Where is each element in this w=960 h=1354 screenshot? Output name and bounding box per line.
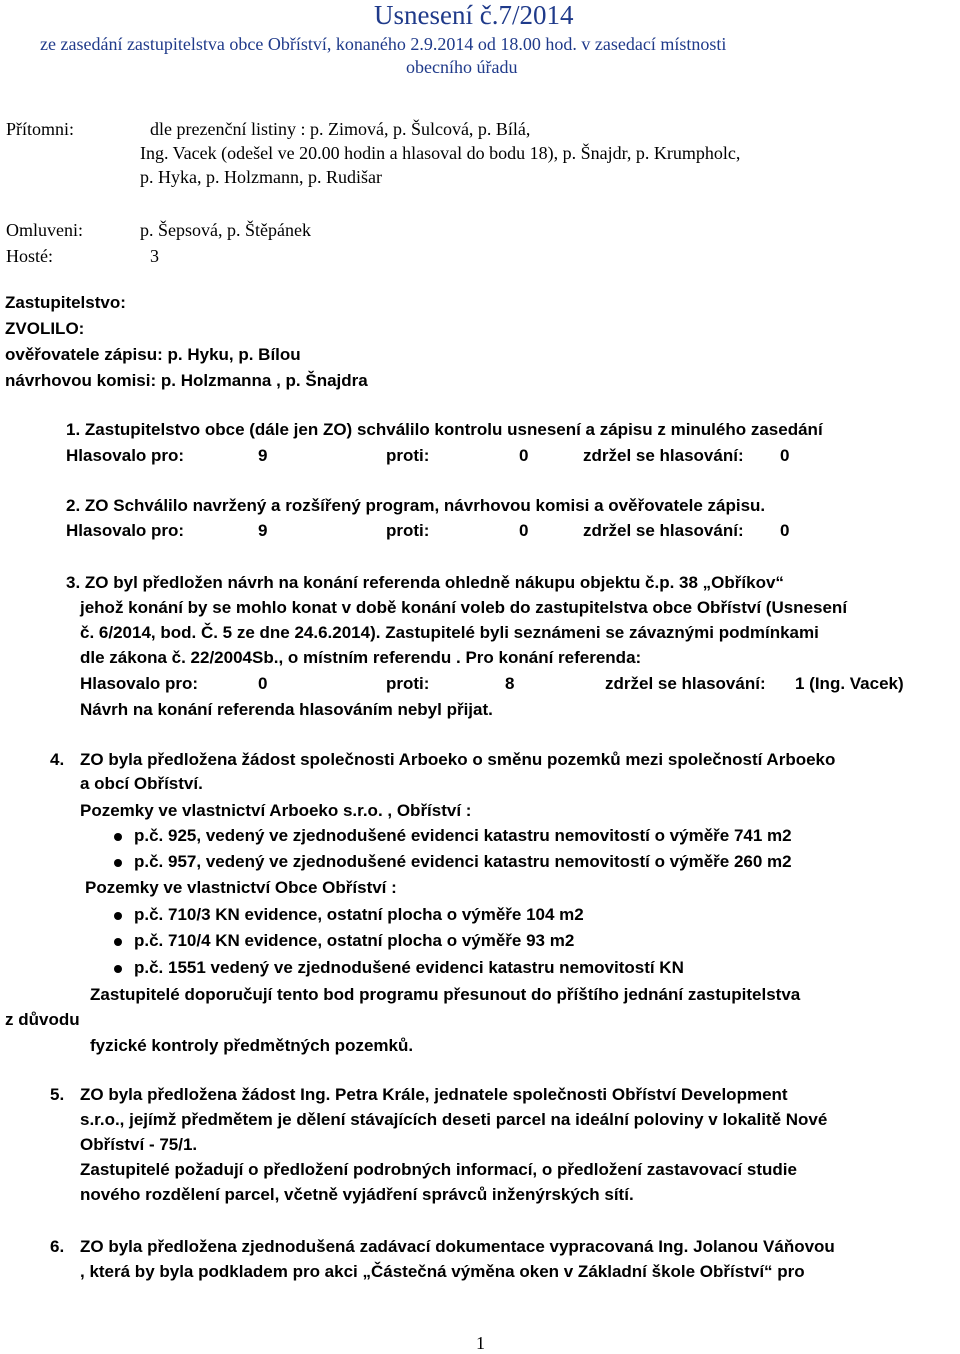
bullet-icon <box>114 859 122 867</box>
item-6-line-2: , která by byla podkladem pro akci „Částečná výměna oken v Základní škole Obříství“ pro <box>80 1262 805 1281</box>
item-1-abstain-label: zdržel se hlasování: <box>583 446 744 465</box>
item-2-abstain: 0 <box>780 521 790 540</box>
village-parcel-item: p.č. 1551 vedený ve zjednodušené evidenci katastru nemovitostí KN <box>134 958 684 977</box>
item-3-vote-for: 0 <box>258 674 268 693</box>
subtitle-line-1: ze zasedání zastupitelstva obce Obříství, konaného 2.9.2014 od 18.00 hod. v zasedací místnosti <box>40 34 727 54</box>
item-4-reason-prefix: z důvodu <box>5 1010 80 1029</box>
item-1-text: 1. Zastupitelstvo obce (dále jen ZO) schválilo kontrolu usnesení a zápisu z minulého zasedání <box>66 420 823 439</box>
bullet-icon <box>114 938 122 946</box>
item-4-recommendation: Zastupitelé doporučují tento bod programu přesunout do příštího jednání zastupitelstva <box>90 985 801 1004</box>
item-5-number: 5. <box>50 1085 65 1104</box>
item-2-vote-against-label: proti: <box>386 521 430 540</box>
village-parcels-heading: Pozemky ve vlastnictví Obce Obříství : <box>85 878 397 897</box>
present-line-3: p. Hyka, p. Holzmann, p. Rudišar <box>140 167 382 187</box>
item-1-abstain: 0 <box>780 446 790 465</box>
present-line-2: Ing. Vacek (odešel ve 20.00 hodin a hlasoval do bodu 18), p. Šnajdr, p. Krumpholc, <box>140 143 741 163</box>
item-3-line-2: jehož konání by se mohlo konat v době konání voleb do zastupitelstva obce Obříství (Usnesení <box>80 598 848 617</box>
item-3-line-1: 3. ZO byl předložen návrh na konání referenda ohledně nákupu objektu č.p. 38 „Obříkov“ <box>66 573 784 592</box>
page-number: 1 <box>476 1333 485 1353</box>
verifiers-line: ověřovatele zápisu: p. Hyku, p. Bílou <box>5 345 301 364</box>
item-3-line-4: dle zákona č. 22/2004Sb., o místním referendu . Pro konání referenda: <box>80 648 642 667</box>
village-parcel-item: p.č. 710/4 KN evidence, ostatní plocha o výměře 93 m2 <box>134 931 575 950</box>
item-1-vote-for: 9 <box>258 446 268 465</box>
item-3-abstain: 1 (Ing. Vacek) <box>795 674 904 693</box>
item-5-line-5: nového rozdělení parcel, včetně vyjádření správců inženýrských sítí. <box>80 1185 634 1204</box>
page-title: Usnesení č.7/2014 <box>374 0 574 30</box>
item-6-number: 6. <box>50 1237 65 1256</box>
item-5-line-1: ZO byla předložena žádost Ing. Petra Krále, jednatele společnosti Obříství Development <box>80 1085 788 1104</box>
item-2-text: 2. ZO Schválilo navržený a rozšířený program, návrhovou komisi a ověřovatele zápisu. <box>66 496 766 515</box>
item-1-vote-against: 0 <box>519 446 529 465</box>
item-5-line-4: Zastupitelé požadují o předložení podrobných informací, o předložení zastavovací studie <box>80 1160 797 1179</box>
item-5-line-2: s.r.o., jejímž předmětem je dělení stávajících deseti parcel na ideální poloviny v lokalitě Nové <box>80 1110 828 1129</box>
item-3-abstain-label: zdržel se hlasování: <box>605 674 766 693</box>
village-parcel-item: p.č. 710/3 KN evidence, ostatní plocha o výměře 104 m2 <box>134 905 584 924</box>
item-3-line-3: č. 6/2014, bod. Č. 5 ze dne 24.6.2014). Zastupitelé byli seznámeni se závaznými podmínkami <box>80 623 819 642</box>
item-4-line-1: ZO byla předložena žádost společnosti Arboeko o směnu pozemků mezi společností Arboeko <box>80 750 836 769</box>
item-5-line-3: Obříství - 75/1. <box>80 1135 198 1154</box>
council-label: Zastupitelstvo: <box>5 293 126 312</box>
bullet-icon <box>114 965 122 973</box>
item-3-vote-against: 8 <box>505 674 515 693</box>
item-3-vote-against-label: proti: <box>386 674 430 693</box>
item-4-number: 4. <box>50 750 65 769</box>
subtitle-line-2: obecního úřadu <box>406 57 518 77</box>
item-4-line-2: a obcí Obříství. <box>80 774 203 793</box>
item-2-vote-for: 9 <box>258 521 268 540</box>
bullet-icon <box>114 912 122 920</box>
excused-label: Omluveni: <box>6 220 83 240</box>
arboeko-parcel-item: p.č. 957, vedený ve zjednodušené evidenci katastru nemovitostí o výměře 260 m2 <box>134 852 792 871</box>
item-2-abstain-label: zdržel se hlasování: <box>583 521 744 540</box>
item-2-vote-against: 0 <box>519 521 529 540</box>
proposal-committee-line: návrhovou komisi: p. Holzmanna , p. Šnajdra <box>5 371 368 390</box>
item-6-line-1: ZO byla předložena zjednodušená zadávací dokumentace vypracovaná Ing. Jolanou Váňovou <box>80 1237 835 1256</box>
item-2-vote-for-label: Hlasovalo pro: <box>66 521 185 540</box>
present-line-1: dle prezenční listiny : p. Zimová, p. Šulcová, p. Bílá, <box>150 119 531 139</box>
item-1-vote-for-label: Hlasovalo pro: <box>66 446 185 465</box>
item-4-reason: fyzické kontroly předmětných pozemků. <box>90 1036 414 1055</box>
item-3-result: Návrh na konání referenda hlasováním nebyl přijat. <box>80 700 493 719</box>
bullet-icon <box>114 833 122 841</box>
item-1-vote-against-label: proti: <box>386 446 430 465</box>
elected-label: ZVOLILO: <box>5 319 85 338</box>
arboeko-parcel-item: p.č. 925, vedený ve zjednodušené evidenci katastru nemovitostí o výměře 741 m2 <box>134 826 792 845</box>
item-3-vote-for-label: Hlasovalo pro: <box>80 674 199 693</box>
present-label: Přítomni: <box>6 119 75 139</box>
excused-value: p. Šepsová, p. Štěpánek <box>140 220 311 240</box>
guests-value: 3 <box>150 246 159 266</box>
guests-label: Hosté: <box>6 246 53 266</box>
arboeko-parcels-heading: Pozemky ve vlastnictví Arboeko s.r.o. , Obříství : <box>80 801 472 820</box>
